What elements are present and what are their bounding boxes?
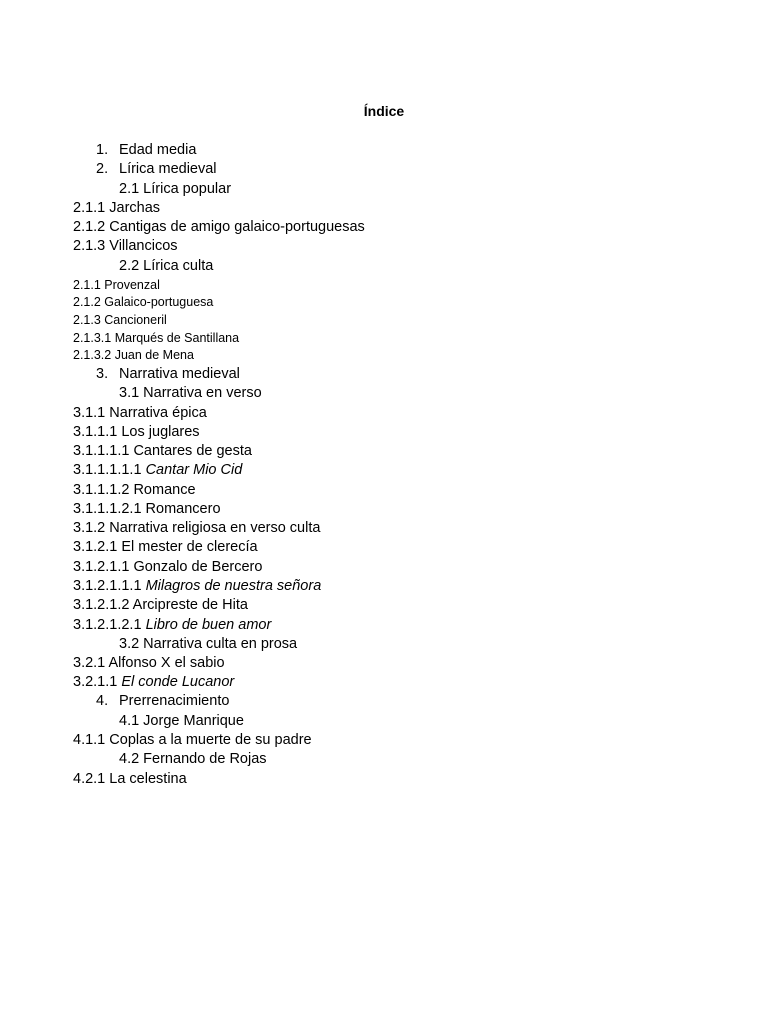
toc-entry: 4.1.1 Coplas a la muerte de su padre <box>73 732 312 748</box>
toc-entry: 2.1 Lírica popular <box>119 181 232 197</box>
toc-entry <box>96 692 229 710</box>
toc-entry: 3.1 Narrativa en verso <box>119 385 262 401</box>
toc-entry: 4.2 Fernando de Rojas <box>119 751 267 767</box>
entry-text: 3.1.1.1.1.1 <box>73 462 146 478</box>
toc-entry: 3.2.1 Alfonso X el sabio <box>73 655 225 671</box>
toc-entry: 3.1.2.1.1 Gonzalo de Bercero <box>73 559 263 575</box>
entry-text: 3.1.2.1.1.1 <box>73 578 146 594</box>
toc-entry <box>96 141 196 159</box>
toc-entry: 2.1.3 Villancicos <box>73 238 178 254</box>
page-title: Índice <box>363 103 405 119</box>
toc-entry: 3.1.2 Narrativa religiosa en verso culta <box>73 520 321 536</box>
toc-entry <box>73 577 321 595</box>
entry-text: Edad media <box>119 142 197 158</box>
toc-entry: 2.1.2 Cantigas de amigo galaico-portuguesas <box>73 219 365 235</box>
entry-text: Prerrenacimiento <box>119 693 230 709</box>
list-number: 4. <box>96 693 109 709</box>
toc-entry <box>73 616 271 634</box>
entry-title-italic: Milagros de nuestra señora <box>145 578 322 594</box>
toc-entry: 2.1.1 Jarchas <box>73 200 161 216</box>
toc-entry: 3.2 Narrativa culta en prosa <box>119 636 298 652</box>
toc-entry: 4.1 Jorge Manrique <box>119 713 244 729</box>
list-number: 2. <box>96 161 109 177</box>
toc-entry: 3.1.1.1 Los juglares <box>73 424 200 440</box>
toc-entry: 3.1.1.1.2 Romance <box>73 482 196 498</box>
toc-entry: 3.1.2.1 El mester de clerecía <box>73 539 258 555</box>
toc-entry: 4.2.1 La celestina <box>73 771 187 787</box>
entry-title-italic: Libro de buen amor <box>145 617 272 633</box>
toc-entry: 3.1.1.1.2.1 Romancero <box>73 501 221 517</box>
toc-entry: 3.1.2.1.2 Arcipreste de Hita <box>73 597 248 613</box>
entry-text: Lírica medieval <box>119 161 217 177</box>
toc-entry: 2.1.3.1 Marqués de Santillana <box>73 331 240 345</box>
toc-entry: 2.1.2 Galaico-portuguesa <box>73 295 214 309</box>
entry-title-italic: Cantar Mio Cid <box>145 462 243 478</box>
toc-entry <box>73 461 242 479</box>
entry-title-italic: El conde Lucanor <box>121 674 235 690</box>
toc-entry: 2.1.3 Cancioneril <box>73 313 167 327</box>
toc-entry: 2.2 Lírica culta <box>119 258 214 274</box>
toc-entry <box>96 160 217 178</box>
toc-entry: 3.1.1 Narrativa épica <box>73 405 207 421</box>
list-number: 1. <box>96 142 109 158</box>
list-number: 3. <box>96 366 109 382</box>
toc-entry: 2.1.3.2 Juan de Mena <box>73 348 194 362</box>
toc-entry: 3.1.1.1.1 Cantares de gesta <box>73 443 252 459</box>
toc-entry <box>73 673 234 691</box>
toc-entry <box>96 365 240 383</box>
entry-text: 3.1.2.1.2.1 <box>73 617 146 633</box>
entry-text: Narrativa medieval <box>119 366 240 382</box>
entry-text: 3.2.1.1 <box>73 674 122 690</box>
toc-entry: 2.1.1 Provenzal <box>73 278 160 292</box>
